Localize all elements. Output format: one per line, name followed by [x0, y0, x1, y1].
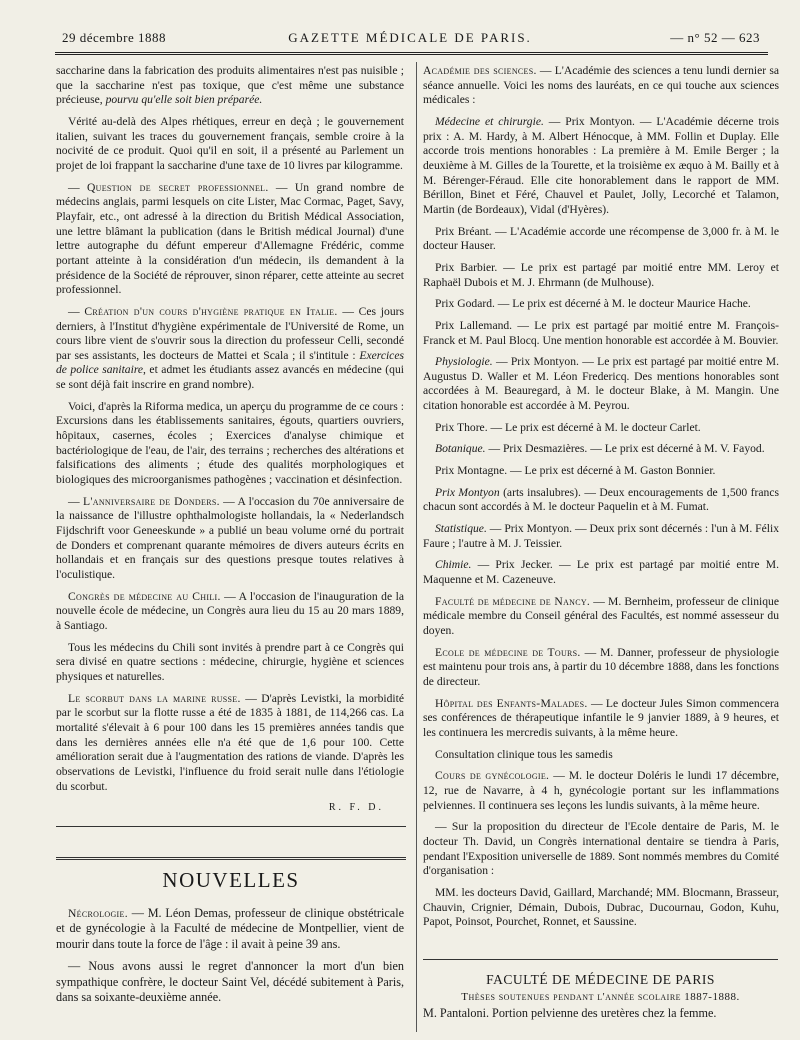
- column-divider: [416, 62, 417, 1032]
- article-paragraph: [423, 421, 779, 436]
- article-paragraph: [56, 906, 404, 952]
- paragraph-text: (arts insalubres). — Deux encouragements de 1,500 francs chacun sont accordés à M. le docteur Paquelin et à M. Fumat.: [423, 485, 779, 514]
- italic-heading: Physiologie.: [435, 355, 493, 369]
- section-heading: Nécrologie.: [68, 907, 128, 920]
- paragraph-text: Prix Lallemand. — Le prix est partagé par moitié entre M. François-Franck et M. Paul Blocq. Une mention honorable est accordée à M. Bouvier.: [423, 318, 779, 347]
- dash-prefix: —: [68, 180, 87, 194]
- faculte-heading: FACULTÉ DE MÉDECINE DE PARIS: [486, 972, 715, 987]
- paragraph-text: Prix Bréant. — L'Académie accorde une récompense de 3,000 fr. à M. le docteur Hauser.: [423, 224, 779, 253]
- section-heading: Cours de gynécologie.: [435, 769, 550, 783]
- article-paragraph: [423, 820, 779, 879]
- article-paragraph: [423, 115, 779, 218]
- article-paragraph: [423, 486, 779, 515]
- dash-prefix: —: [68, 494, 83, 508]
- paragraph-text: — M. Bernheim, professeur de clinique médicale membre du Conseil général des Facultés, est nommé assesseur du doyen.: [423, 594, 779, 637]
- article-paragraph: [423, 769, 779, 813]
- article-paragraph: [56, 400, 404, 488]
- section-heading: Ecole de médecine de Tours.: [435, 645, 581, 659]
- paragraph-text: Prix Montagne. — Le prix est décerné à M. Gaston Bonnier.: [435, 464, 716, 478]
- article-paragraph: [56, 641, 404, 685]
- article-paragraph: [423, 558, 779, 587]
- article-paragraph: [423, 297, 779, 312]
- paragraph-text: Vérité au-delà des Alpes rhétiques, erreur en deçà ; le gouvernement italien, suivant les traces du gouvernement français, semble croire à la nocivité de ce produit. Quoi qu'il en soit, il a présenté au Parlement un projet de loi frappant la saccharine d'une taxe de 10 livres par kilogramme.: [56, 114, 404, 172]
- paragraph-text: MM. les docteurs David, Gaillard, Marchandé; MM. Blocmann, Brasseur, Chauvin, Crignier, Démain, Dubois, Dubrac, Ducournau, Godon, Kuhu, Papot, Poinsot, Pourchet, Ronnet, et Saussine.: [423, 885, 779, 929]
- section-heading: L'anniversaire de Donders.: [82, 494, 220, 508]
- section-heading: Congrès de médecine au Chili.: [68, 589, 221, 603]
- article-paragraph: [56, 692, 404, 795]
- paragraph-text: — Ces jours derniers, à l'Institut d'hygiène expérimentale de l'Université de Rome, un cours libre vient de s'ouvrir sous la direction du professeur Celli, secondé par ses assistants, les docteurs de Mattei et Scala ; il s'intitule :: [56, 304, 404, 362]
- article-paragraph: [56, 115, 404, 174]
- italic-text: pourvu qu'elle soit bien préparée.: [105, 93, 263, 107]
- article-paragraph: [423, 319, 779, 348]
- paragraph-text: Prix Thore. — Le prix est décerné à M. le docteur Carlet.: [435, 420, 701, 434]
- italic-heading: Statistique.: [435, 522, 487, 536]
- article-paragraph: [56, 590, 404, 634]
- article-paragraph: [423, 646, 779, 690]
- paragraph-text: — Un grand nombre de médecins anglais, parmi lesquels on cite Lister, Mac Cormac, Paget, Savy, Playfair, etc., ont adressé à la direction du British Médical Association, une lettre blâmant la publication (dans le British médical Journal) d'une lettre autographe du défunt empereur d'Allemagne Frédéric, comme portant atteinte à la considération d'un médecin, ils demandent à la présidence de la Société de réprouver, sinon réparer, cette atteinte au secret professionnel.: [56, 180, 404, 297]
- nouvelles-heading: NOUVELLES: [162, 868, 300, 892]
- article-paragraph: [423, 442, 779, 457]
- paragraph-text: — D'après Levistki, la morbidité par le scorbut sur la flotte russe a été de 1835 à 1881, de 114,266 cas. La mortalité s'élevait à 6 pour 100 dans les 15 premières années tandis que dans les dernières années elle n'a été que de 1,6 pour 100. Cette amélioration serait due à l'augmentation des rations de viande. D'après les observations de Levistki, l'influence du froid serait nulle dans l'étiologie du scorbut.: [56, 691, 404, 793]
- section-rule: [56, 826, 406, 827]
- header-title: GAZETTE MÉDICALE DE PARIS.: [288, 30, 532, 45]
- paragraph-text: — Prix Montyon. — Deux prix sont décernés : l'un à M. Félix Faure ; l'autre à M. J. Teissier.: [423, 522, 779, 550]
- article-paragraph: [423, 355, 779, 414]
- paragraph-text: — M. Léon Demas, professeur de clinique obstétricale et de gynécologie à la Faculté de médecine de Montpellier, vient de mourir dans toute la force de l'âge : il avait à peine 39 ans.: [56, 906, 404, 951]
- article-paragraph: [423, 697, 779, 741]
- article-paragraph: [56, 64, 404, 108]
- article-paragraph: [423, 595, 779, 639]
- section-double-rule: [56, 857, 406, 860]
- paragraph-text: Prix Barbier. — Le prix est partagé par moitié entre MM. Leroy et Raphaël Dubois et M. J. Ehrmann (de Mulhouse).: [423, 260, 779, 289]
- italic-heading: Chimie.: [435, 558, 472, 572]
- paragraph-tail: , et admet les étudiants assez avancés en médecine (qui se sont déjà fait inscrire en grand nombre).: [56, 363, 404, 392]
- paragraph-text: Voici, d'après la Riforma medica, un aperçu du programme de ce cours : Excursions dans les établissements sanitaires, égouts, quartiers ouvriers, hôpitaux, casernes, écoles ; Exercices d'analyse chimique et bactériologique de l'eau, de l'air, des terrains ; recherches des altérations et falsifications des aliments ; étude des qualités morphologiques et biologiques des microorganismes pathogènes ; vaccination et désinfection.: [56, 399, 404, 487]
- right-column: [423, 64, 779, 937]
- italic-heading: Botanique.: [435, 442, 486, 456]
- section-heading: Hôpital des Enfants-Malades.: [435, 696, 588, 710]
- header-date: 29 décembre 1888: [62, 30, 167, 45]
- paragraph-text: — M. le docteur Doléris le lundi 17 décembre, 12, rue de Navarre, à 4 h, gynécologie portant sur les inflammations pelviennes. Il continuera ses leçons les lundis suivants, à la même heure.: [423, 769, 779, 812]
- dash-prefix: —: [68, 304, 85, 318]
- signature: R. F. D.: [328, 802, 384, 814]
- page-header: [60, 26, 760, 48]
- article-paragraph: [56, 305, 404, 393]
- section-heading: Question de secret professionnel.: [86, 180, 269, 194]
- article-paragraph: [423, 886, 779, 930]
- paragraph-text: — A l'occasion de l'inauguration de la nouvelle école de médecine, un Congrès aura lieu du 15 au 20 mars 1889, à Santiago.: [56, 589, 404, 632]
- paragraph-text: Tous les médecins du Chili sont invités à prendre part à ce Congrès qui sera divisé en quatre sections : médecine, chirurgie, hygiène et sciences physiques et naturelles.: [56, 640, 404, 683]
- header-page-number: — n° 52 — 623: [670, 30, 760, 45]
- paragraph-text: — L'Académie des sciences a tenu lundi dernier sa séance annuelle. Voici les noms des lauréats, en ce qui touche aux sciences médicales :: [423, 64, 779, 107]
- article-paragraph: [56, 959, 404, 1005]
- paragraph-text: Prix Godard. — Le prix est décerné à M. le docteur Maurice Hache.: [435, 297, 751, 311]
- header-rule: [55, 52, 768, 55]
- paragraph-text: — Sur la proposition du directeur de l'Ecole dentaire de Paris, M. le docteur Th. David, un Congrès international dentaire se tiendra à Paris, pendant l'Exposition universelle de 1889. Sont nommés membres du Comité d'organisation :: [423, 820, 779, 878]
- paragraph-text: — A l'occasion du 70e anniversaire de la naissance de l'illustre ophthalmologiste hollandais, la « Nederlandsch Fijdschrift voor Geneeskunde » a publié un beau volume orné du portrait de Donders et comprenant quarante mémoires de divers auteurs écrits en hollandais et en français sur des questions presque toutes relatives à l'oculistique.: [56, 494, 404, 581]
- italic-heading: Médecine et chirurgie.: [435, 114, 544, 128]
- section-heading: Académie des sciences.: [423, 64, 537, 77]
- paragraph-text: — Prix Jecker. — Le prix est partagé par moitié entre M. Maquenne et M. Cazeneuve.: [423, 558, 779, 587]
- paragraph-text: — M. Danner, professeur de physiologie est maintenu pour trois ans, à partir du 10 décembre 1888, dans les fonctions de directeur.: [423, 645, 779, 688]
- paragraph-text: — Nous avons aussi le regret d'annoncer la mort d'un bien sympathique confrère, le docteur Saint Vel, décédé subitement à Paris, dans sa soixante-deuxième année.: [56, 959, 404, 1005]
- paragraph-text: — Prix Montyon. — L'Académie décerne trois prix : A. M. Hardy, à M. Albert Hénocque, à MM. Follin et Duplay. Elle accorde trois mentions honorables : La première à M. Emile Berger ; la deuxième à M. Gilles de la Tourette, et la troisième ex æquo à M. Bailly et à M. Bérenger-Féraud. Elle cite honorablement dans le rapport de MM. Bérillon, Binet et Féré, Chauvel et Paulet, Jolly, Lecorché et Talamon, Martin (de Bordeaux), Vidal (d'Hyères).: [423, 114, 780, 216]
- article-paragraph: [423, 522, 779, 551]
- italic-heading: Prix Montyon: [435, 485, 500, 499]
- left-column: [56, 64, 404, 816]
- paragraph-text: Consultation clinique tous les samedis: [435, 747, 613, 761]
- nouvelles-body: [56, 906, 404, 1012]
- section-heading: Faculté de médecine de Nancy.: [435, 594, 591, 608]
- article-paragraph: [423, 748, 779, 763]
- article-paragraph: [423, 64, 779, 108]
- paragraph-text: saccharine dans la fabrication des produits alimentaires n'est pas nuisible ; que la saccharine n'est pas toxique, que c'est même une substance précieuse,: [56, 64, 404, 107]
- faculte-thesis-line: M. Pantaloni. Portion pelvienne des uretères chez la femme.: [423, 1006, 717, 1020]
- paragraph-text: — Prix Montyon. — Le prix est partagé par moitié entre M. Augustus D. Waller et M. Léon Fredericq. Des mentions honorables sont accordées à M. Beauregard, à M. le docteur Blake, à M. Mangin. Une citation honorable est accordée à M. Peyrou.: [423, 355, 779, 413]
- faculte-rule: [423, 959, 778, 960]
- article-paragraph: [423, 261, 779, 290]
- article-paragraph: [56, 495, 404, 583]
- italic-text: Exercices de police sanitaire: [56, 348, 404, 377]
- paragraph-text: — Prix Desmazières. — Le prix est décerné à M. V. Fayod.: [485, 442, 765, 456]
- paragraph-text: — Le docteur Jules Simon commencera ses conférences de thérapeutique infantile le 9 janvier 1889, à 9 heures, et les continuera les mercredis suivants, à la même heure.: [423, 696, 779, 739]
- article-paragraph: [423, 225, 779, 254]
- section-heading: Le scorbut dans la marine russe.: [68, 691, 241, 705]
- faculte-subheading: Thèses soutenues pendant l'année scolaire 1887-1888.: [461, 991, 740, 1003]
- article-paragraph: [56, 181, 404, 298]
- section-heading: Création d'un cours d'hygiène pratique en Italie.: [84, 304, 338, 318]
- article-paragraph: [423, 464, 779, 479]
